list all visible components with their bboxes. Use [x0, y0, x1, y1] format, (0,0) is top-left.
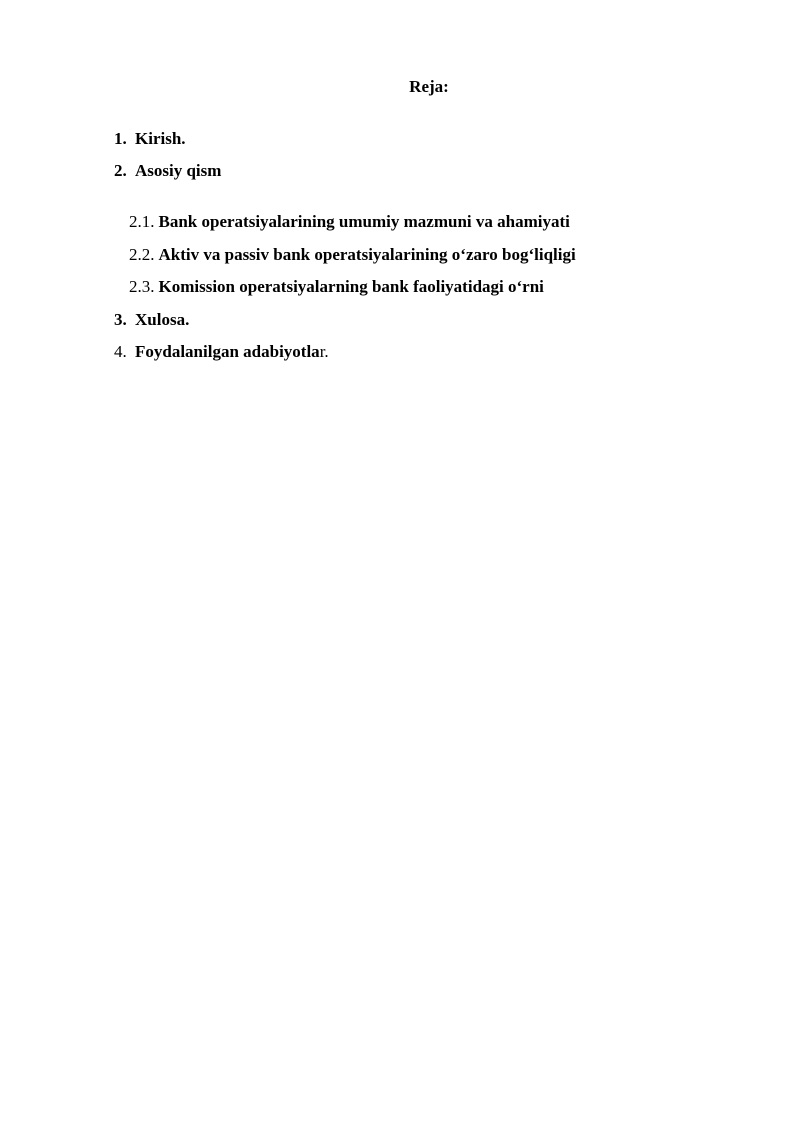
item-label-tail: r. [319, 342, 329, 361]
plan-subitem-2-2 [129, 245, 576, 265]
item-label: Foydalanilgan adabiyotla [135, 342, 320, 361]
item-number: 4. [114, 342, 127, 361]
item-label: Bank operatsiyalarining umumiy mazmuni va ahamiyati [158, 212, 570, 231]
item-label: Xulosa. [135, 310, 190, 329]
item-label: Asosiy qism [135, 161, 222, 180]
plan-title: Reja: [409, 77, 449, 96]
plan-item-1 [114, 129, 186, 149]
plan-item-3 [114, 310, 189, 330]
item-number: 1. [114, 129, 127, 148]
plan-item-2 [114, 161, 221, 181]
item-number: 2.1. [129, 212, 155, 231]
plan-item-4 [114, 342, 329, 362]
item-number: 2. [114, 161, 127, 180]
item-label: Komission operatsiyalarning bank faoliyatidagi o‘rni [158, 277, 544, 296]
plan-subitem-2-1 [129, 212, 570, 232]
item-number: 3. [114, 310, 127, 329]
item-label: Aktiv va passiv bank operatsiyalarining o‘zaro bog‘liqligi [158, 245, 576, 264]
item-label: Kirish. [135, 129, 186, 148]
item-number: 2.3. [129, 277, 155, 296]
plan-subitem-2-3 [129, 277, 544, 297]
item-number: 2.2. [129, 245, 155, 264]
